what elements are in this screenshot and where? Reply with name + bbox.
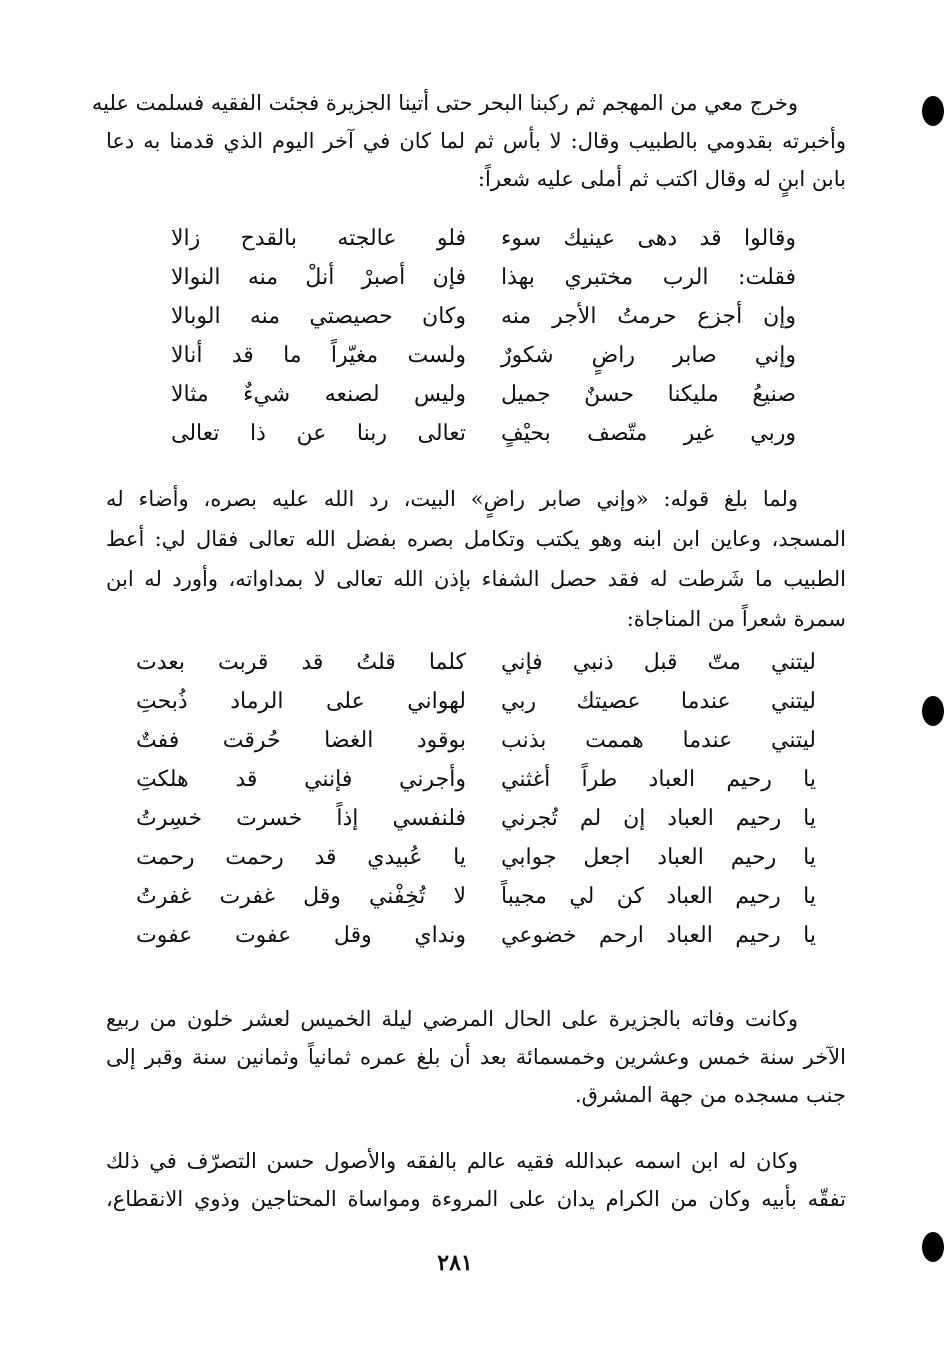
verse-first-hemistich: وربي غير متّصف بحيْفٍ bbox=[501, 421, 796, 446]
verse-second-hemistich: كلما قلتُ قد قربت بعدت bbox=[136, 650, 466, 675]
binder-hole bbox=[922, 696, 944, 726]
verse-first-hemistich: ليتني عندما عصيتك ربي bbox=[501, 689, 816, 714]
verse-second-hemistich: فلو عالجته بالقدح زالا bbox=[171, 226, 466, 251]
verse-first-hemistich: صنيعُ مليكنا حسنٌ جميل bbox=[501, 382, 796, 407]
verse-second-hemistich: يا عُبيدي قد رحمت رحمت bbox=[136, 845, 466, 870]
text-line: بابن ابنٍ له وقال اكتب ثم أملى عليه شعراً: bbox=[477, 167, 846, 191]
text-line: وأخبرته بقدومي بالطبيب وقال: لا بأس ثم لما كان في آخر اليوم الذي قدمنا به دعا bbox=[106, 129, 846, 153]
verse-first-hemistich: وإن أجزع حرمتُ الأجر منه bbox=[501, 304, 796, 329]
text-line: جنب مسجده من جهة المشرق. bbox=[574, 1083, 846, 1107]
verse-second-hemistich: لهواني على الرماد ذُبحتِ bbox=[136, 689, 466, 714]
verse-second-hemistich: فلنفسي إذاً خسرت خسِرتُ bbox=[136, 806, 466, 831]
verse-second-hemistich: لا تُخِفْني وقل غفرت غفرتُ bbox=[136, 884, 466, 909]
text-line: الطبيب ما شَرطت له فقد حصل الشفاء بإذن الله تعالى لا بمداواته، وأورد له ابن bbox=[106, 567, 846, 591]
text-line: الآخر سنة خمس وعشرين وخمسمائة بعد أن بلغ عمره ثمانياً وثمانين سنة وقبر إلى bbox=[106, 1045, 846, 1069]
binder-hole bbox=[922, 96, 944, 126]
text-line: سمرة شعراً من المناجاة: bbox=[626, 607, 846, 631]
verse-first-hemistich: يا رحيم العباد اجعل جوابي bbox=[501, 845, 816, 870]
verse-second-hemistich: ونداي وقل عفوت عفوت bbox=[136, 923, 466, 948]
verse-first-hemistich: وإني صابر راضٍ شكورٌ bbox=[501, 343, 796, 368]
verse-first-hemistich: يا رحيم العباد كن لي مجيباً bbox=[501, 884, 816, 909]
verse-second-hemistich: وأجرني فإنني قد هلكتِ bbox=[136, 767, 466, 792]
text-line: المسجد، وعاين ابن ابنه وهو يكتب وتكامل بصره بفضل الله تعالى فقال لي: أعط bbox=[106, 527, 846, 551]
verse-first-hemistich: ليتني متّ قبل ذنبي فإني bbox=[501, 650, 816, 675]
verse-second-hemistich: بوقود الغضا حُرقت ففتٌ bbox=[136, 728, 466, 753]
verse-first-hemistich: يا رحيم العباد إن لم تُجرني bbox=[501, 806, 816, 831]
verse-first-hemistich: يا رحيم العباد ارحم خضوعي bbox=[501, 923, 816, 948]
verse-second-hemistich: وكان حصيصتي منه الوبالا bbox=[171, 304, 466, 329]
verse-first-hemistich: فقلت: الرب مختبري بهذا bbox=[501, 265, 796, 290]
text-line: وكانت وفاته بالجزيرة على الحال المرضي ليلة الخميس لعشر خلون من ربيع bbox=[106, 1007, 798, 1031]
verse-second-hemistich: فإن أصبرْ أنلْ منه النوالا bbox=[171, 265, 466, 290]
verse-second-hemistich: تعالى ربنا عن ذا تعالى bbox=[171, 421, 466, 446]
text-line: ولما بلغ قوله: «وإني صابر راضٍ» البيت، رد الله عليه بصره، وأضاء له bbox=[106, 487, 798, 511]
verse-second-hemistich: وليس لصنعه شيءٌ مثالا bbox=[171, 382, 466, 407]
verse-first-hemistich: يا رحيم العباد طراً أغثني bbox=[501, 767, 816, 792]
text-line: وكان له ابن اسمه عبدالله فقيه عالم بالفقه والأصول حسن التصرّف في ذلك bbox=[106, 1149, 798, 1173]
page-number: ٢٨١ bbox=[437, 1250, 473, 1276]
binder-hole bbox=[922, 1232, 944, 1262]
verse-first-hemistich: ليتني عندما هممت بذنب bbox=[501, 728, 816, 753]
text-line: تفقّه بأبيه وكان من الكرام يدان على المروءة ومواساة المحتاجين وذوي الانقطاع، bbox=[106, 1187, 846, 1211]
verse-first-hemistich: وقالوا قد دهى عينيك سوء bbox=[501, 226, 796, 251]
verse-second-hemistich: ولست مغيّراً ما قد أنالا bbox=[171, 343, 466, 368]
text-line: وخرج معي من المهجم ثم ركبنا البحر حتى أتينا الجزيرة فجئت الفقيه فسلمت عليه bbox=[91, 91, 798, 115]
